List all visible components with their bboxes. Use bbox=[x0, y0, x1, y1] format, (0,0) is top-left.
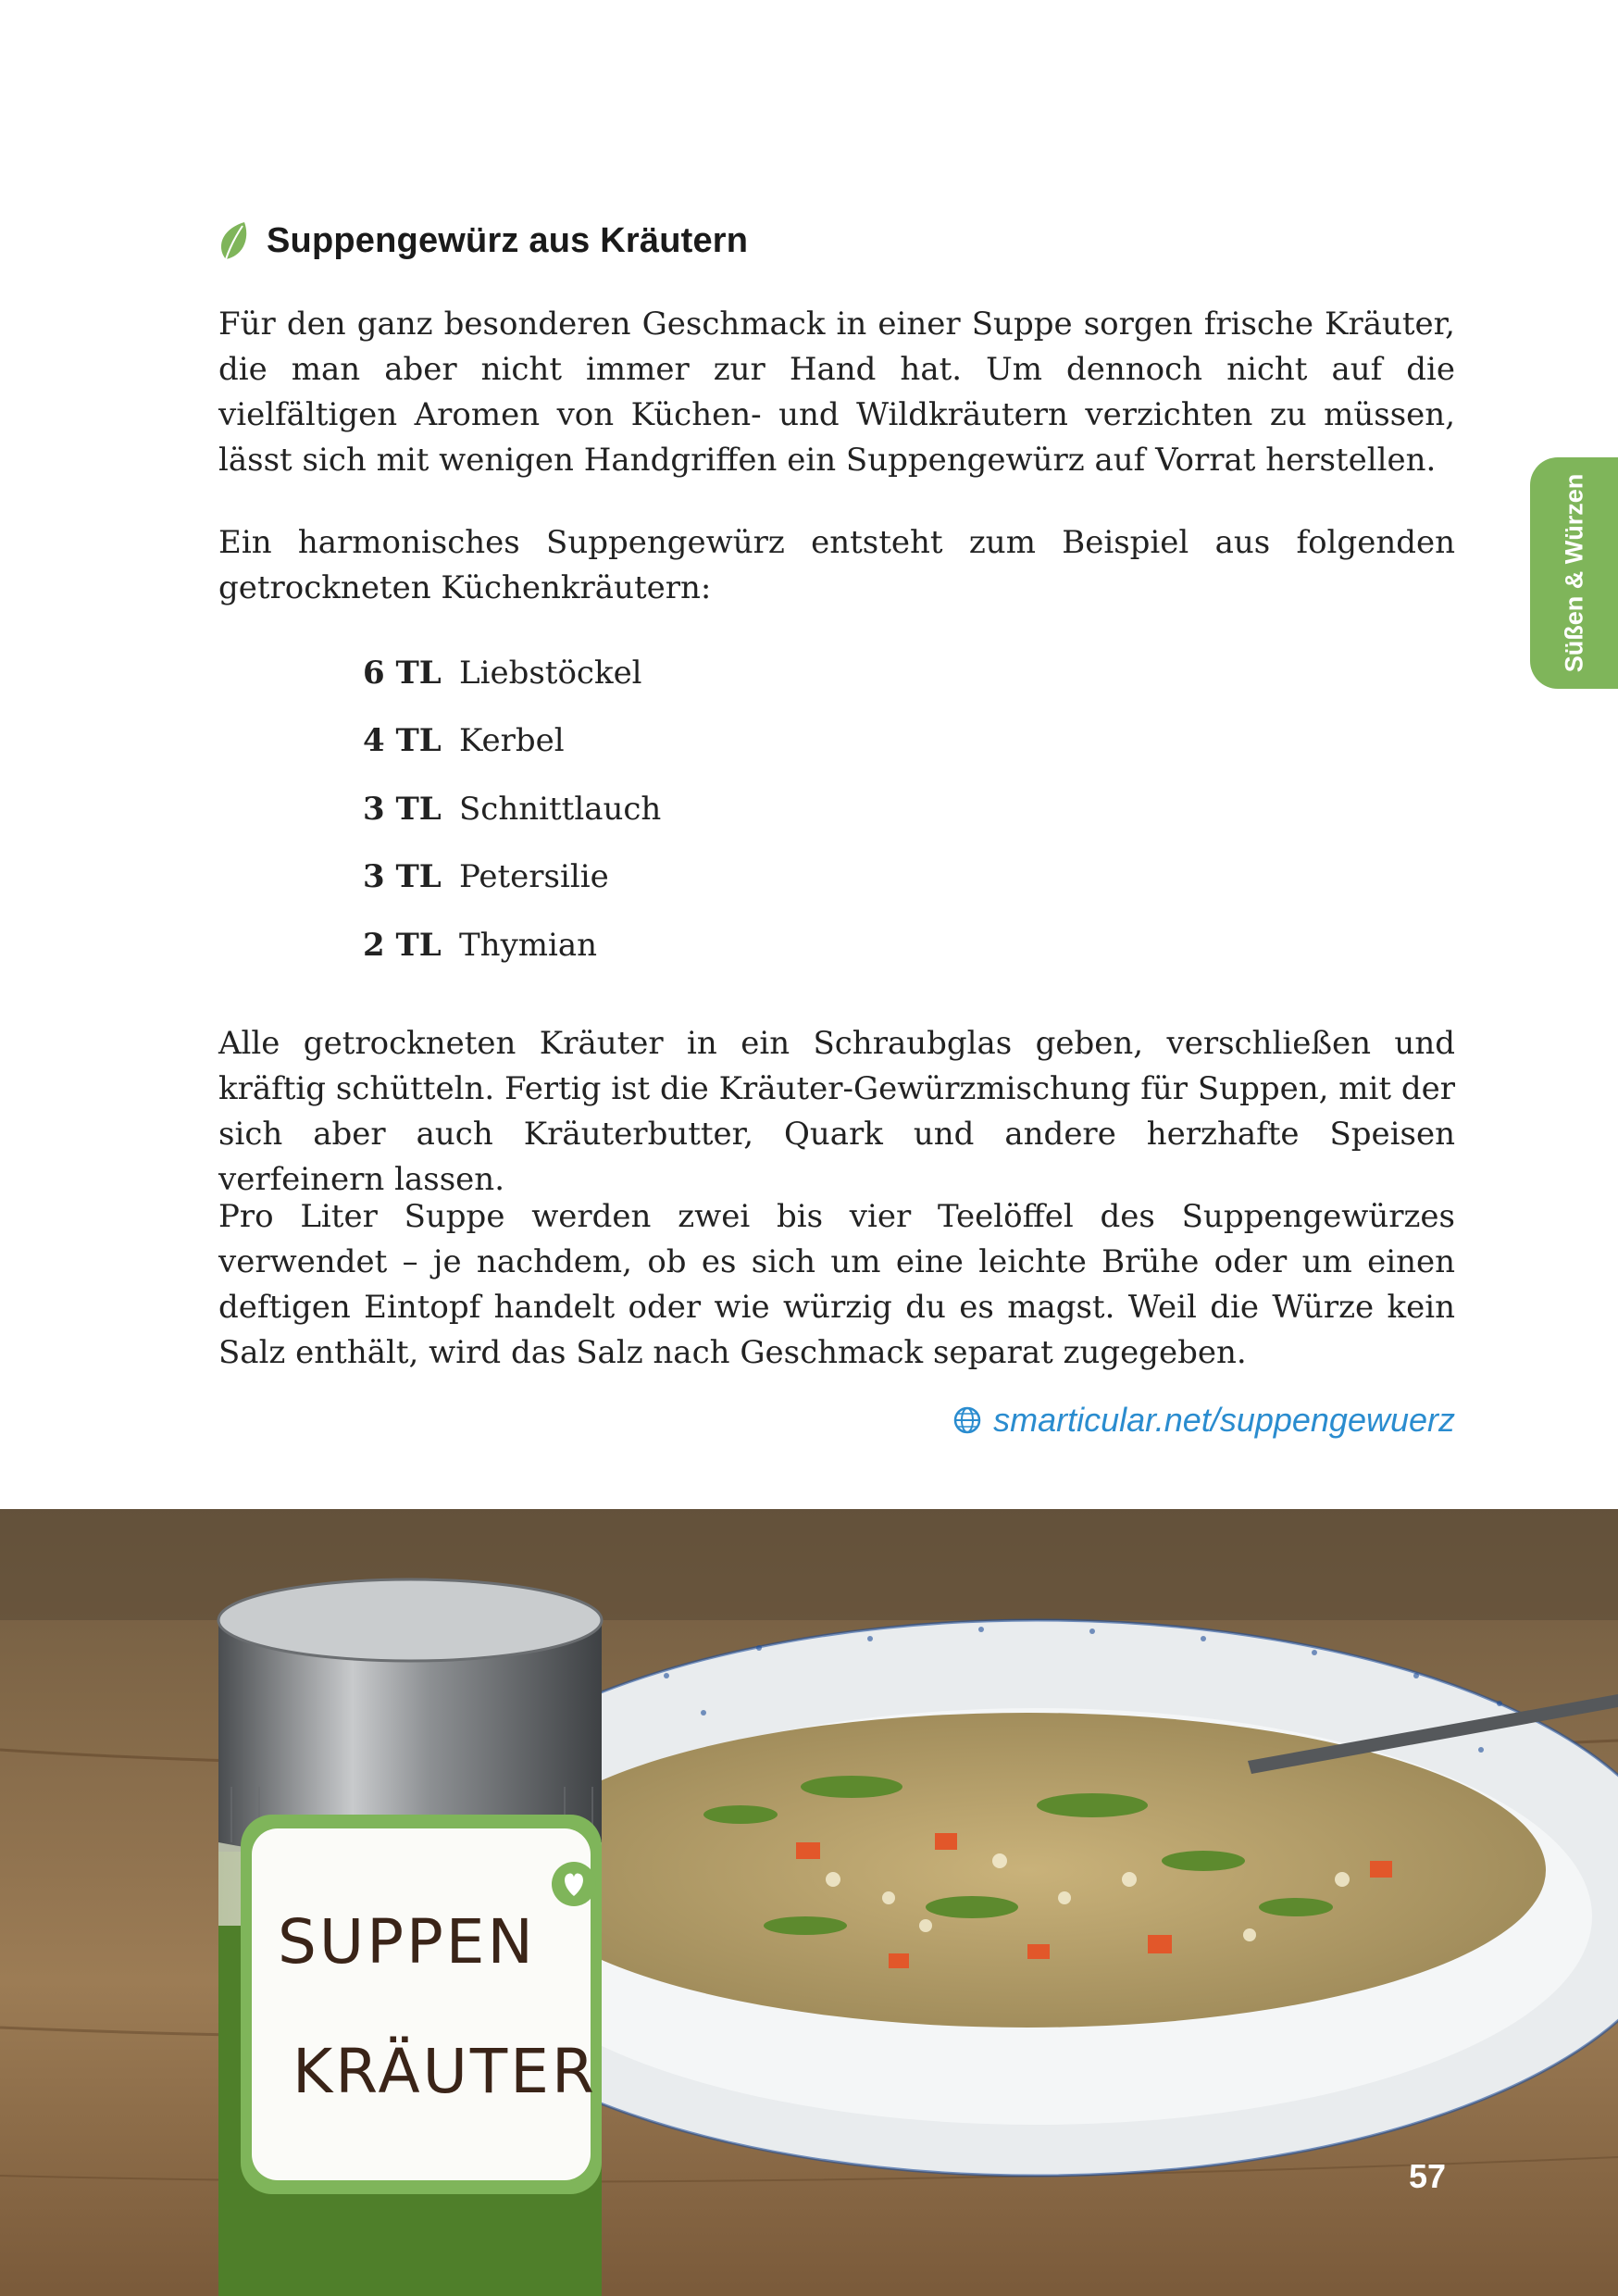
usage-paragraph bbox=[218, 1194, 1455, 1376]
ingredient-quantity: 3 TL bbox=[363, 858, 442, 896]
intro-paragraph bbox=[218, 302, 1455, 483]
source-link[interactable] bbox=[952, 1401, 1455, 1440]
paragraph-text: Ein harmonisches Suppengewürz entsteht zum Beispiel aus folgenden getrockneten Küchenkräutern: bbox=[218, 524, 1455, 606]
ingredient-item bbox=[363, 639, 661, 707]
ingredient-item bbox=[363, 843, 661, 912]
ingredients-intro-paragraph bbox=[218, 520, 1455, 611]
paragraph-text: Alle getrockneten Kräuter in ein Schraubglas geben, verschließen und kräftig schütteln. Fertig ist die Kräuter-Gewürzmischung für Suppen, mit der sich aber auch Kräuterbutter, Quark und andere herzhafte Speisen verfeinern lassen. bbox=[218, 1025, 1455, 1198]
paragraph-text: Pro Liter Suppe werden zwei bis vier Teelöffel des Suppengewürzes verwendet – je nachdem, ob es sich um eine leichte Brühe oder um einen deftigen Eintopf handelt oder wie würzig du es magst. Weil die Würze kein Salz enthält, wird das Salz nach Geschmack separat zugegeben. bbox=[218, 1198, 1455, 1371]
ingredient-quantity: 2 TL bbox=[363, 926, 442, 964]
jar-label-line1: SUPPEN bbox=[278, 1906, 536, 1978]
chapter-tab-label: Süßen & Würzen bbox=[1560, 473, 1587, 673]
page-number: 57 bbox=[1409, 2157, 1447, 2195]
preparation-paragraph bbox=[218, 1021, 1455, 1203]
ingredient-name: Thymian bbox=[459, 926, 598, 964]
ingredient-name: Petersilie bbox=[459, 858, 609, 896]
jar-label-line2: KRÄUTER bbox=[292, 2036, 597, 2107]
section-title: Suppengewürz aus Kräutern bbox=[267, 220, 749, 260]
ingredient-quantity: 4 TL bbox=[363, 722, 442, 760]
link-text[interactable]: smarticular.net/suppengewuerz bbox=[993, 1401, 1455, 1439]
section-heading bbox=[218, 220, 748, 261]
ingredient-name: Liebstöckel bbox=[459, 654, 642, 692]
ingredient-quantity: 3 TL bbox=[363, 790, 442, 828]
ingredient-item bbox=[363, 707, 661, 776]
leaf-icon bbox=[218, 220, 250, 261]
soup-photo bbox=[0, 1509, 1618, 2296]
ingredient-item bbox=[363, 911, 661, 980]
spice-jar bbox=[218, 1579, 602, 2296]
paragraph-text: Für den ganz besonderen Geschmack in einer Suppe sorgen frische Kräuter, die man aber nicht immer zur Hand hat. Um dennoch nicht auf die vielfältigen Aromen von Küchen- und Wildkräutern verzichten zu müssen, lässt sich mit wenigen Handgriffen ein Suppengewürz auf Vorrat herstellen. bbox=[218, 306, 1455, 479]
ingredient-name: Kerbel bbox=[459, 722, 565, 760]
ingredient-item bbox=[363, 775, 661, 843]
ingredient-name: Schnittlauch bbox=[459, 790, 662, 828]
ingredient-list bbox=[363, 639, 661, 980]
chapter-tab[interactable] bbox=[1530, 457, 1618, 689]
globe-icon bbox=[952, 1405, 982, 1435]
ingredient-quantity: 6 TL bbox=[363, 654, 442, 692]
